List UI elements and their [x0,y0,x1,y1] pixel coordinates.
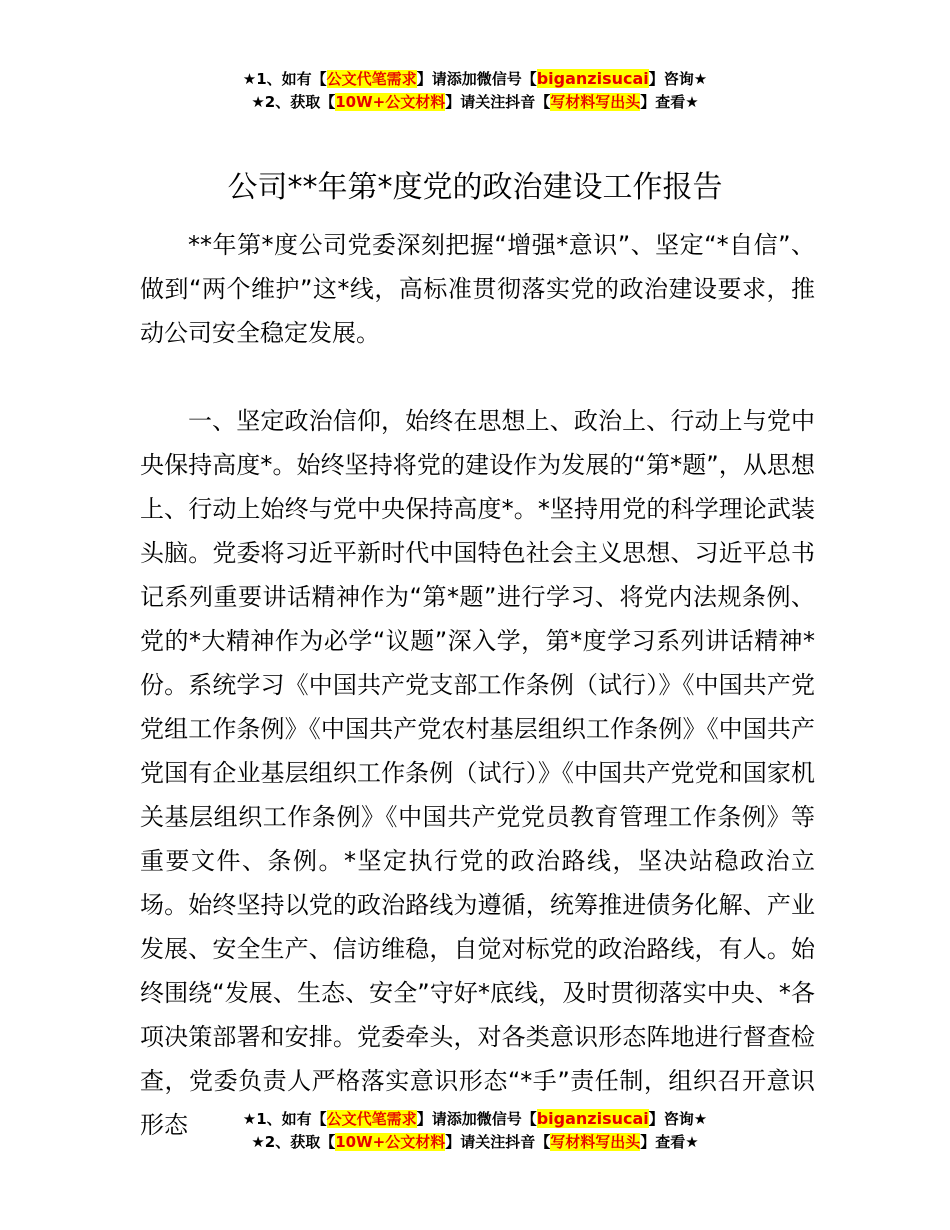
promo-text: 】请关注抖音【 [445,1133,551,1151]
douyin-account-highlight: 写材料写出头 [550,1133,641,1151]
promo-text: 】请关注抖音【 [445,93,551,111]
promo-text: 】咨询★ [648,70,708,88]
promo-text: ★2、获取【 [251,1133,336,1151]
promo-text: 】请添加微信号【 [416,70,537,88]
highlight-tag: 10W+公文材料 [335,1133,446,1151]
footer-promo-banner [0,1107,950,1154]
header-promo-line-2 [0,91,950,114]
highlight-tag: 公文代笔需求 [326,70,417,88]
header-promo-banner [0,67,950,114]
footer-promo-line-2 [0,1131,950,1154]
promo-text: 】查看★ [640,93,699,111]
document-body [140,223,815,1147]
paragraph-intro: **年第*度公司党委深刻把握“增强*意识”、坚定“*自信”、做到“两个维护”这*线，高标准贯彻落实党的政治建设要求，推动公司安全稳定发展。 [140,231,815,347]
wechat-id-highlight: biganzisucai [536,1109,649,1128]
footer-promo-line-1 [0,1107,950,1131]
promo-text: 】咨询★ [648,1110,708,1128]
highlight-tag: 10W+公文材料 [335,93,446,111]
promo-text: ★1、如有【 [242,1110,327,1128]
promo-text: 】查看★ [640,1133,699,1151]
document-title: 公司**年第*度党的政治建设工作报告 [227,170,723,205]
header-promo-line-1 [0,67,950,91]
promo-text: 】请添加微信号【 [416,1110,537,1128]
paragraph-spacer [140,355,815,399]
wechat-id-highlight: biganzisucai [536,69,649,88]
highlight-tag: 公文代笔需求 [326,1110,417,1128]
douyin-account-highlight: 写材料写出头 [550,93,641,111]
promo-text: ★2、获取【 [251,93,336,111]
promo-text: ★1、如有【 [242,70,327,88]
paragraph-section-one: 一、坚定政治信仰，始终在思想上、政治上、行动上与党中央保持高度*。始终坚持将党的建设作为发展的“第*题”，从思想上、行动上始终与党中央保持高度*。*坚持用党的科学理论武装头脑。党委将习近平新时代中国特色社会主义思想、习近平总书记系列重要讲话精神作为“第*题”进行学习、将党内法规条例、党的*大精神作为必学“议题”深入学，第*度学习系列讲话精神*份。系统学习《中国共产党支部工作条例（试行）》《中国共产党党组工作条例》《中国共产党农村基层组织工作条例》《中国共产党国有企业基层组织工作条例（试行）》《中国共产党党和国家机关基层组织工作条例》《中国共产党党员教育管理工作条例》等重要文件、条例。*坚定执行党的政治路线，坚决站稳政治立场。始终坚持以党的政治路线为遵循，统筹推进债务化解、产业发展、安全生产、信访维稳，自觉对标党的政治路线，有人。始终围绕“发展、生态、安全”守好*底线，及时贯彻落实中央、*各项决策部署和安排。党委牵头，对各类意识形态阵地进行督查检查，党委负责人严格落实意识形态“*手”责任制，组织召开意识形态 [140,407,815,1139]
